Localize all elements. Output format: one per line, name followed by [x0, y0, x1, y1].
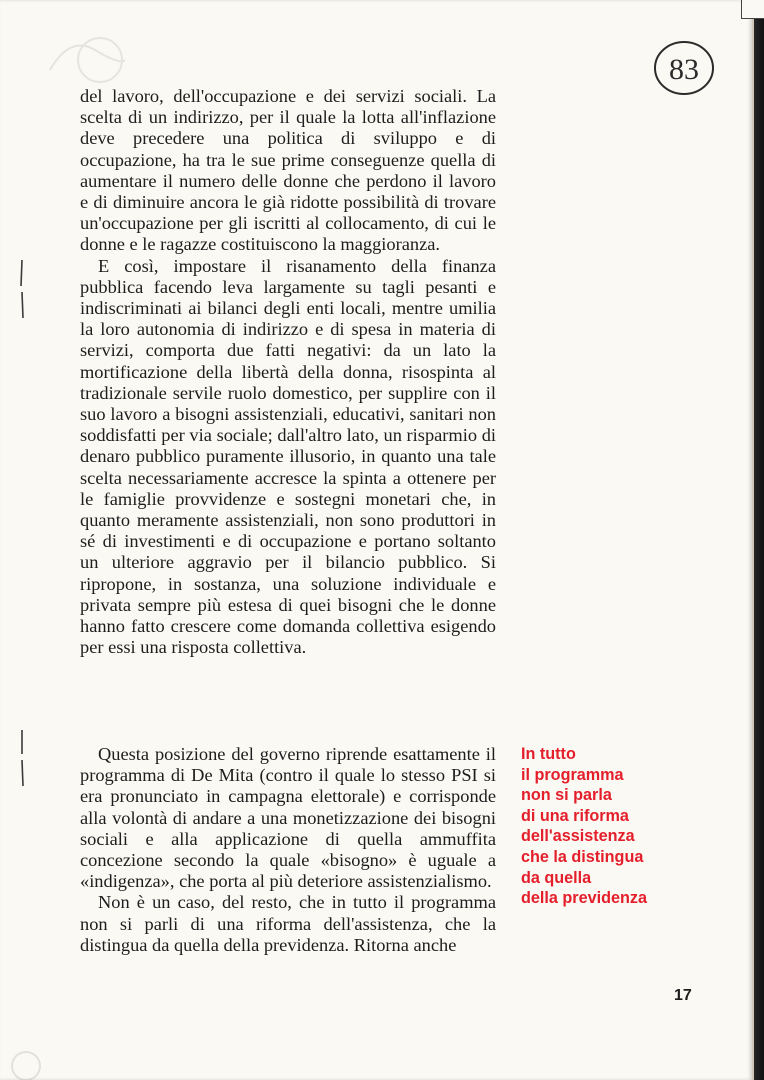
folded-corner: [741, 0, 764, 19]
sidenote-line: dell'assistenza: [521, 827, 635, 846]
paragraph: Questa posizione del governo riprende esattamente il programma di De Mita (contro il quale lo stesso PSI si era pronunciato in campagna elettorale) e corrisponde alla volontà di andare a una monetizzazione dei bisogni sociali e alla applicazione di quella ammuffita concezione secondo la quale «bisogno» è uguale a «indigenza», che porta al più deteriore assistenzialismo.: [80, 744, 496, 892]
sidenote-line: non si parla: [521, 786, 612, 805]
sidenote-line: In tutto: [521, 745, 576, 763]
paragraph: del lavoro, dell'occupazione e dei servizi sociali. La scelta di un indirizzo, per il quale la lotta all'inflazione deve precedere una politica di sviluppo e di occupazione, ha tra le sue prime conseguenze quella di aumentare il numero delle donne che perdono il lavoro e di diminuire ancora le già ridotte possibilità di trovare un'occupazione per gli iscritti al collocamento, di cui le donne e le ragazze costituiscono la maggioranza.: [80, 86, 496, 255]
paragraph: Non è un caso, del resto, che in tutto il programma non si parli di una riforma dell'assistenza, che la distingua da quella della previdenza. Ritorna anche: [80, 892, 496, 955]
sidenote-line: di una riforma: [521, 806, 629, 825]
faint-corner-mark: [6, 1040, 46, 1080]
sidenote-line: che la distingua: [521, 847, 644, 866]
archive-number: 83: [669, 53, 699, 86]
pencil-margin-mark: [18, 258, 26, 320]
pull-quote-sidenote: [521, 744, 691, 909]
text-block-main: [80, 86, 496, 658]
sidenote-line: il programma: [521, 765, 624, 784]
sidenote-line: della previdenza: [521, 889, 647, 908]
archive-number-stamp: [652, 38, 716, 98]
faint-stamp-mark: [40, 30, 130, 90]
page-binding-edge: [752, 0, 764, 1080]
pencil-margin-mark: [18, 728, 26, 788]
paragraph: E così, impostare il risanamento della finanza pubblica facendo leva largamente su tagli pesanti e indiscriminati ai bilanci degli enti locali, mentre umilia la loro autonomia di indirizzo e di spesa in materia di servizi, comporta due fatti negativi: da un lato la mortificazione della libertà della donna, risospinta al tradizionale servile ruolo domestico, per supplire con il suo lavoro a bisogni assistenziali, educativi, sanitari non soddisfatti per via sociale; dall'altro lato, un risparmio di denaro pubblico puramente illusorio, in quanto una tale scelta necessariamente accresce la spinta a ottenere per le famiglie provvidenze e sostegni monetari che, in quanto meramente assistenziali, non sono produttori in sé di investimenti e di occupazione e portano soltanto un ulteriore aggravio per il bilancio pubblico. Si ripropone, in sostanza, una soluzione individuale e privata sempre più estesa di quei bisogni che le donne hanno fatto crescere come domanda collettiva esigendo per essi una risposta collettiva.: [80, 255, 496, 658]
sidenote-line: da quella: [521, 868, 592, 887]
text-block-continued: [80, 744, 496, 956]
page-number: 17: [674, 987, 692, 1004]
